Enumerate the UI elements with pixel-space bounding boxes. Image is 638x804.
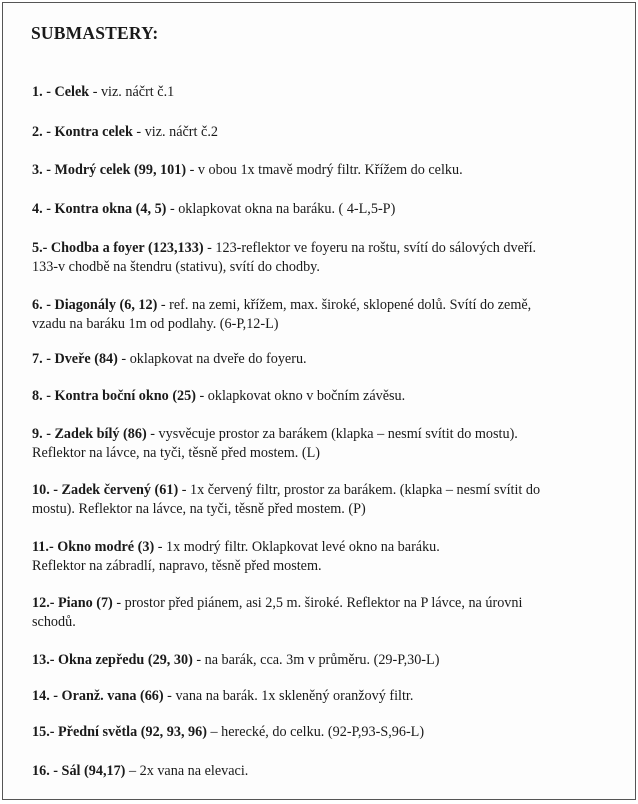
item-description-continued: 133-v chodbě na štendru (stativu), svítí do chodby. [32, 259, 320, 275]
item-description: - na barák, cca. 3m v průměru. (29-P,30-L) [192, 652, 440, 668]
list-item [32, 651, 625, 670]
item-label: 4. - Kontra okna (4, 5) [32, 201, 167, 217]
list-item [32, 296, 625, 334]
list-item [32, 350, 625, 369]
list-item [32, 239, 625, 277]
list-item [32, 687, 625, 706]
item-description: - 1x modrý filtr. Oklapkovat levé okno na baráku. [154, 539, 440, 555]
item-description: – 2x vana na elevaci. [125, 763, 249, 779]
list-item [32, 762, 625, 781]
document-page [2, 2, 636, 800]
item-description-continued: Reflektor na zábradlí, napravo, těsně před mostem. [32, 558, 322, 574]
item-label: 10. - Zadek červený (61) [32, 482, 179, 498]
item-label: 2. - Kontra celek [32, 124, 133, 140]
item-description-continued: vzadu na baráku 1m od podlahy. (6-P,12-L) [32, 316, 279, 332]
item-description: – herecké, do celku. (92-P,93-S,96-L) [206, 724, 425, 740]
list-item [32, 723, 625, 742]
item-label: 6. - Diagonály (6, 12) [32, 297, 158, 313]
item-description: - prostor před piánem, asi 2,5 m. široké. Reflektor na P lávce, na úrovni [112, 595, 523, 611]
item-description-continued: schodů. [32, 614, 76, 630]
item-label: 12.- Piano (7) [32, 595, 113, 611]
item-description-continued: mostu). Reflektor na lávce, na tyči, těsně před mostem. (P) [32, 501, 366, 517]
list-item [32, 538, 625, 576]
item-description-continued: Reflektor na lávce, na tyči, těsně před mostem. (L) [32, 445, 320, 461]
item-label: 1. - Celek [32, 84, 90, 100]
item-description: - oklapkovat okna na baráku. ( 4-L,5-P) [166, 201, 396, 217]
item-label: 15.- Přední světla (92, 93, 96) [32, 724, 207, 740]
item-description: - 1x červený filtr, prostor za barákem. (klapka – nesmí svítit do [178, 482, 541, 498]
item-label: 5.- Chodba a foyer (123,133) [32, 240, 204, 256]
list-item [32, 123, 625, 142]
item-description: - 123-reflektor ve foyeru na roštu, svítí do sálových dveří. [203, 240, 537, 256]
item-label: 3. - Modrý celek (99, 101) [32, 162, 187, 178]
item-description: - viz. náčrt č.1 [89, 84, 175, 100]
document-title: SUBMASTERY: [31, 23, 159, 43]
list-item [32, 481, 625, 519]
item-label: 7. - Dveře (84) [32, 351, 118, 367]
list-item [32, 594, 625, 632]
list-item [32, 387, 625, 406]
item-description: - vana na barák. 1x skleněný oranžový filtr. [163, 688, 414, 704]
item-description: - ref. na zemi, křížem, max. široké, sklopené dolů. Svítí do země, [157, 297, 532, 313]
item-label: 16. - Sál (94,17) [32, 763, 126, 779]
item-label: 9. - Zadek bílý (86) [32, 426, 147, 442]
item-label: 8. - Kontra boční okno (25) [32, 388, 196, 404]
item-description: - viz. náčrt č.2 [132, 124, 218, 140]
item-description: - oklapkovat okno v bočním závěsu. [195, 388, 406, 404]
list-item [32, 425, 625, 463]
list-item [32, 161, 625, 180]
item-label: 11.- Okno modré (3) [32, 539, 155, 555]
item-description: - vysvěcuje prostor za barákem (klapka – nesmí svítit do mostu). [146, 426, 518, 442]
item-description: - oklapkovat na dveře do foyeru. [117, 351, 307, 367]
list-item [32, 83, 625, 102]
item-label: 14. - Oranž. vana (66) [32, 688, 164, 704]
item-description: - v obou 1x tmavě modrý filtr. Křížem do celku. [186, 162, 463, 178]
item-label: 13.- Okna zepředu (29, 30) [32, 652, 193, 668]
list-item [32, 200, 625, 219]
